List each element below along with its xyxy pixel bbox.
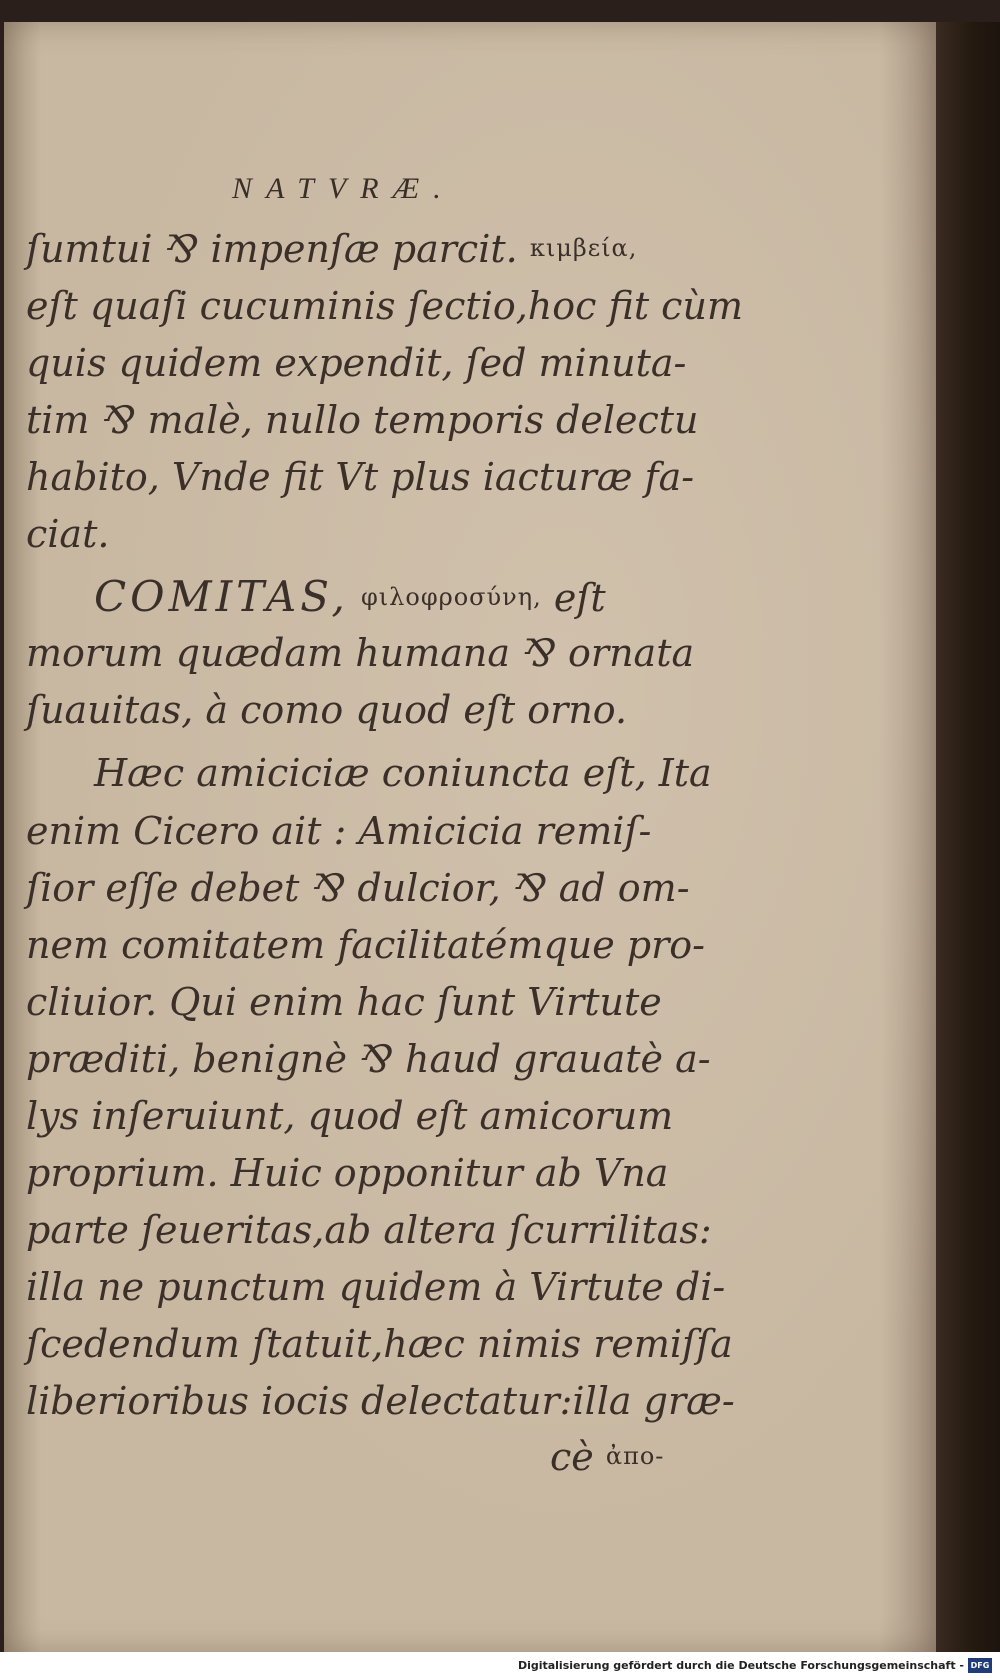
latin-text: ſumtui ⅋ impenſæ parcit.: [26, 227, 518, 271]
funding-notice: Digitalisierung gefördert durch die Deutsche Forschungsgemeinschaft -: [517, 1659, 964, 1672]
text-line: tim ⅋ malè, nullo temporis delectu: [26, 398, 699, 442]
text-line: ciat.: [26, 512, 110, 556]
text-line: nem comitatem facilitatémque pro-: [26, 923, 705, 967]
text-line: parte ſeueritas,ab altera ſcurrilitas:: [26, 1208, 712, 1252]
catchword: [550, 1435, 665, 1479]
text-line: liberioribus iocis delectatur:illa græ-: [26, 1379, 735, 1423]
greek-text: φιλοφροσύνη,: [360, 583, 542, 611]
latin-text: cè: [550, 1435, 594, 1479]
dfg-logo-icon: DFG: [968, 1658, 992, 1673]
book-edge: [936, 22, 1000, 1652]
latin-text: eſt: [553, 576, 606, 620]
text-line: quis quidem expendit, ſed minuta-: [26, 341, 687, 385]
text-line: [26, 227, 638, 271]
running-head: NATVRÆ.: [232, 172, 455, 205]
text-line: cliuior. Qui enim hac ſunt Virtute: [26, 980, 662, 1024]
text-line: illa ne punctum quidem à Virtute di-: [26, 1265, 726, 1309]
text-line: proprium. Huic opponitur ab Vna: [26, 1151, 669, 1195]
footer-bar: [0, 1652, 1000, 1680]
text-line: enim Cicero ait : Amicicia remiſ-: [26, 809, 652, 853]
text-line: Hæc amiciciæ coniuncta eſt, Ita: [94, 751, 712, 795]
heading-word: COMITAS,: [94, 572, 349, 621]
text-line: lys inſeruiunt, quod eſt amicorum: [26, 1094, 674, 1138]
text-line: ſior eſſe debet ⅋ dulcior, ⅋ ad om-: [26, 866, 690, 910]
greek-text: κιμβεία,: [529, 234, 638, 262]
text-line: ſuauitas, à como quod eſt orno.: [26, 688, 628, 732]
book-page: [4, 22, 936, 1652]
text-line: [94, 572, 606, 621]
text-line: ſcedendum ſtatuit,hæc nimis remiſſa: [26, 1322, 733, 1366]
text-line: eſt quaſi cucuminis ſectio,hoc fit cùm: [26, 284, 743, 328]
greek-text: ἀπο-: [605, 1442, 665, 1470]
text-line: habito, Vnde fit Vt plus iacturæ fa-: [26, 455, 695, 499]
text-line: morum quædam humana ⅋ ornata: [26, 631, 695, 675]
text-line: præditi, benignè ⅋ haud grauatè a-: [26, 1037, 711, 1081]
